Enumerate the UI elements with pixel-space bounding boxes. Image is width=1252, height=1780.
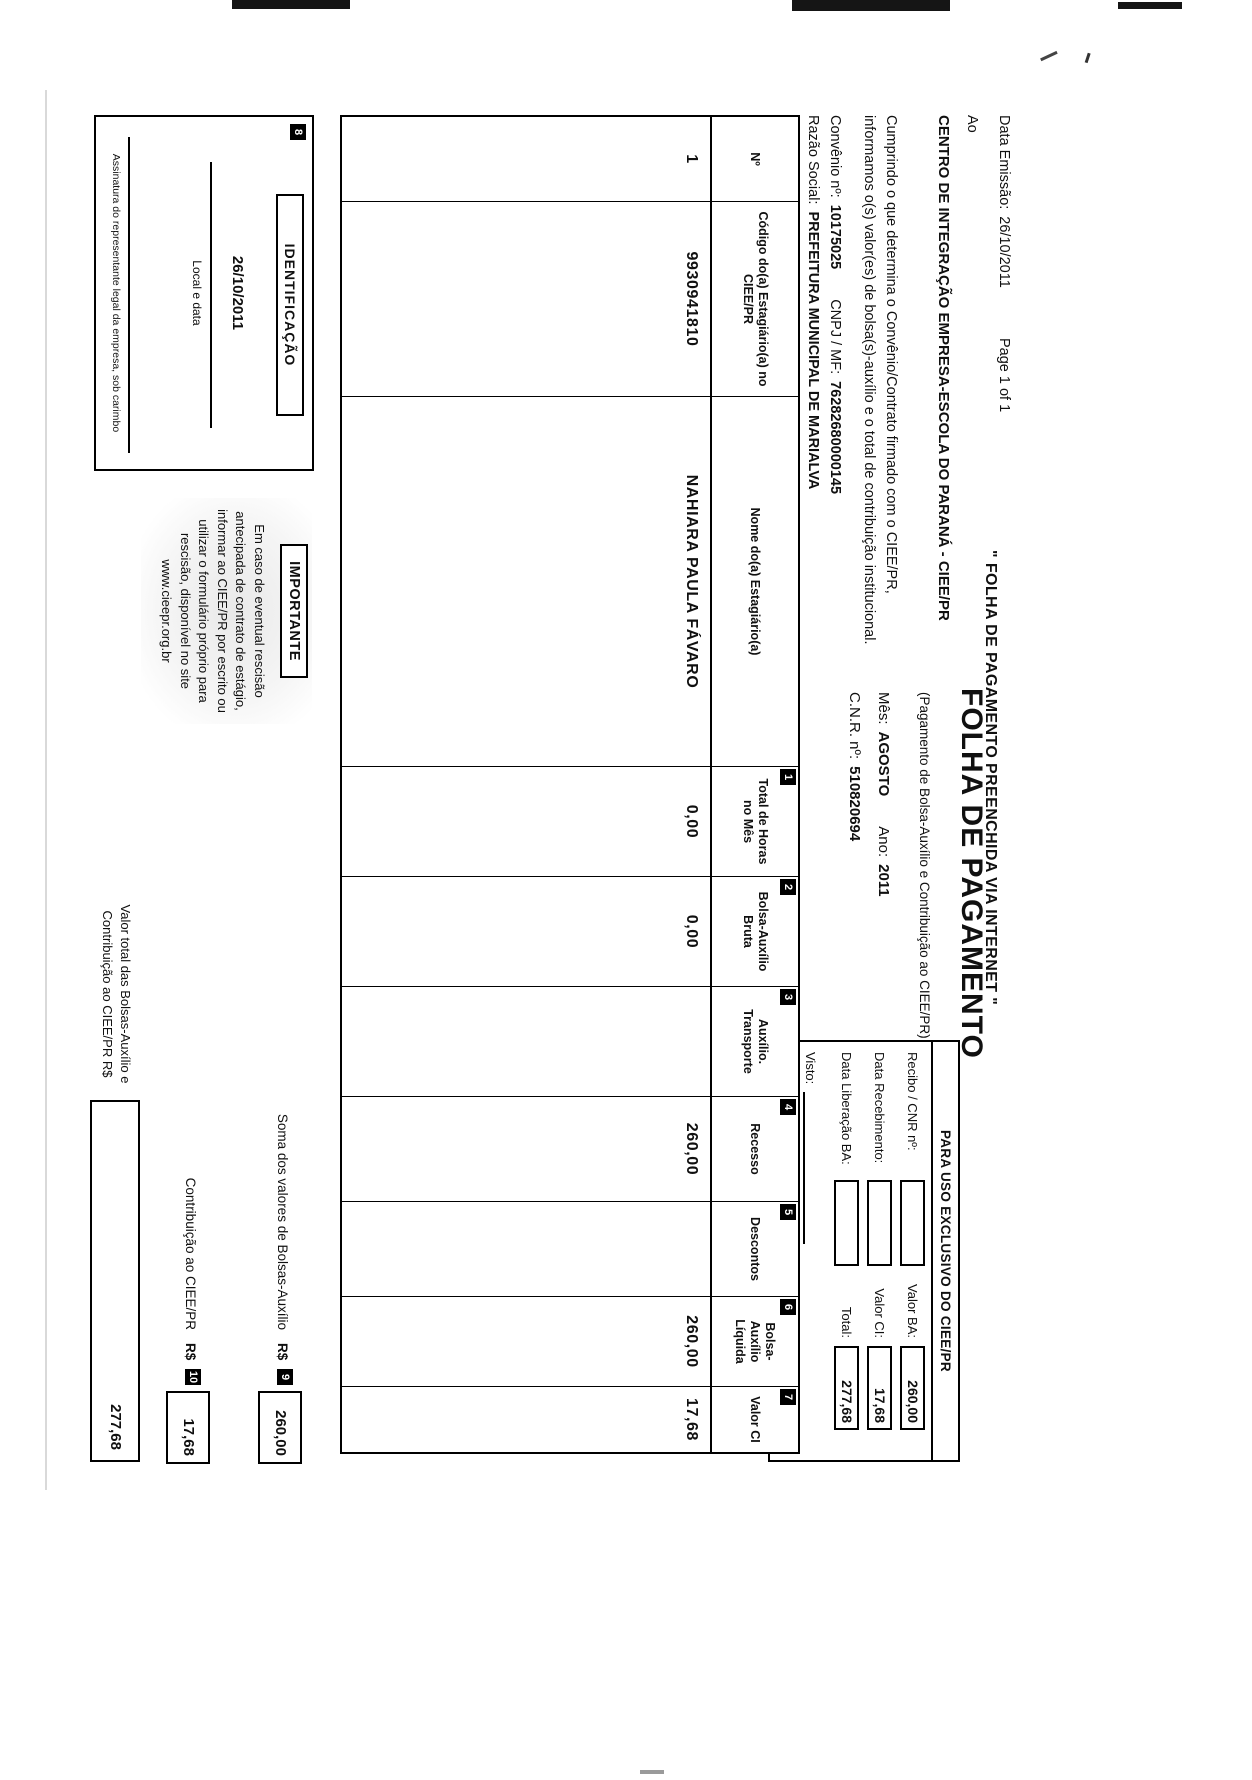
soma-label: Soma dos valores de Bolsas-Auxílio <box>275 1113 290 1330</box>
header-horas-text: Total de Horas no Mês <box>741 778 770 865</box>
identificacao-title: IDENTIFICAÇÃO <box>276 194 304 416</box>
header-codigo <box>712 202 798 397</box>
data-recebimento-field <box>867 1180 892 1266</box>
identificacao-date: 26/10/2011 <box>229 255 246 331</box>
payment-table <box>340 115 800 1454</box>
page-title: FOLHA DE PAGAMENTO <box>955 688 988 1059</box>
cell-nome: NAHIARA PAULA FÁVARO <box>342 397 710 767</box>
header-no <box>712 117 798 202</box>
contribuicao-currency: R$ <box>183 1343 198 1361</box>
cell-valor-ci: 17,68 <box>683 1397 700 1442</box>
valor-total-label <box>98 893 134 1095</box>
ciee-box-title: PARA USO EXCLUSIVO DO CIEE/PR <box>931 1042 958 1460</box>
cell-transporte <box>342 987 710 1097</box>
razao-label: Razão Social: <box>805 115 821 205</box>
cnr-value: 510820694 <box>846 766 863 842</box>
valor-ci-label: Valor CI: <box>872 1288 887 1338</box>
valor-ci-value: 17,68 <box>867 1346 892 1430</box>
ano-label: Ano: <box>875 826 892 858</box>
cell-recesso: 260,00 <box>342 1097 710 1202</box>
intro-line-1: Cumprindo o que determina o Convênio/Contrato firmado com o CIEE/PR, <box>883 115 899 594</box>
header-horas <box>712 767 798 877</box>
header-recesso-text: Recesso <box>748 1123 763 1175</box>
mes-value: AGOSTO <box>875 731 892 797</box>
local-data-line <box>210 162 212 428</box>
scan-artifact <box>640 1770 664 1774</box>
cell-bruta: 0,00 <box>342 877 710 987</box>
importante-title: IMPORTANTE <box>280 544 308 678</box>
column-badge-2: 2 <box>780 879 796 895</box>
header-nome-text: Nome do(a) Estagiário(a) <box>748 507 763 656</box>
page-indicator: Page 1 of 1 <box>996 338 1012 413</box>
identificacao-box <box>94 115 314 471</box>
valor-ba-value: 260,00 <box>900 1346 925 1430</box>
column-badge-3: 3 <box>780 989 796 1005</box>
visto-signature-line <box>803 1092 817 1244</box>
header-nome <box>712 397 798 767</box>
header-valor-ci-text: Valor CI <box>748 1396 763 1443</box>
header-valor-ci <box>712 1387 798 1452</box>
importante-text: Em caso de eventual rescisão antecipada de contrato de estágio, informar ao CIEE/PR por escrito ou utilizar o formulário próprio para rescisão, disponível no site www.cieepr.org.br <box>159 509 267 713</box>
column-badge-4: 4 <box>780 1099 796 1115</box>
intro-line-2: informamos o(s) valor(es) de bolsa(s)-auxílio e o total de contribuição institucional. <box>861 115 877 645</box>
scan-artifact <box>232 0 350 9</box>
data-emissao-label: Data Emissão: <box>996 115 1012 210</box>
data-liberacao-label: Data Liberação BA: <box>839 1052 854 1165</box>
column-badge-5: 5 <box>780 1204 796 1220</box>
visto-row <box>803 1042 818 1460</box>
convenio-value: 10175025 <box>827 204 843 270</box>
cnpj-label: CNPJ / MF: <box>827 299 843 375</box>
internet-title: " FOLHA DE PAGAMENTO PREENCHIDA VIA INTERNET " <box>982 550 999 1006</box>
convenio-label: Convênio nº: <box>827 115 843 198</box>
ciee-box-row-liberacao <box>832 1042 861 1460</box>
cnpj-value: 76282680000145 <box>827 381 843 495</box>
ciee-box-row-recibo <box>898 1042 927 1460</box>
data-emissao-value: 26/10/2011 <box>996 216 1012 288</box>
cell-liquida: 260,00 <box>342 1297 710 1387</box>
company-name: CENTRO DE INTEGRAÇÃO EMPRESA-ESCOLA DO PARANÁ - CIEE/PR <box>935 115 952 621</box>
column-badge-6: 6 <box>780 1299 796 1315</box>
convenio-cnpj-line <box>827 115 843 494</box>
cnr-line <box>846 692 863 841</box>
data-recebimento-label: Data Recebimento: <box>872 1052 887 1164</box>
ao-label: Ao <box>964 115 980 133</box>
header-descontos <box>712 1202 798 1297</box>
recibo-cnr-label: Recibo / CNR nº: <box>905 1052 920 1151</box>
cell-descontos <box>342 1202 710 1297</box>
column-badge-7: 7 <box>780 1389 796 1405</box>
valor-ba-label: Valor BA: <box>905 1284 920 1338</box>
header-bruta <box>712 877 798 987</box>
recibo-cnr-field <box>900 1180 925 1266</box>
header-no-text: Nº <box>748 152 763 166</box>
page-subtitle: (Pagamento de Bolsa-Auxílio e Contribuição ao CIEE/PR) <box>917 692 932 1039</box>
soma-currency: R$ <box>275 1343 290 1361</box>
total-label: Total: <box>839 1306 854 1338</box>
header-codigo-text: Código do(a) Estagiário(a) no CIEE/PR <box>741 211 770 387</box>
header-recesso <box>712 1097 798 1202</box>
visto-label: Visto: <box>803 1052 818 1085</box>
paper-edge-shadow <box>45 90 47 1490</box>
header-descontos-text: Descontos <box>748 1217 763 1281</box>
contribuicao-label: Contribuição ao CIEE/PR <box>183 1177 198 1330</box>
data-emissao-line <box>996 115 1012 288</box>
mes-label: Mês: <box>875 692 892 725</box>
valor-total-label-line1: Valor total das Bolsas-Auxílio e <box>118 904 133 1084</box>
cell-codigo: 9930941810 <box>342 202 710 397</box>
cnr-label: C.N.R. nº: <box>846 692 863 760</box>
cell-horas: 0,00 <box>342 767 710 877</box>
soma-value-box: 260,00 <box>258 1391 302 1464</box>
section-badge-10: 10 <box>187 1370 199 1384</box>
header-liquida <box>712 1297 798 1387</box>
header-transporte <box>712 987 798 1097</box>
mes-ano-line <box>875 692 892 897</box>
cell-no: 1 <box>342 117 710 202</box>
razao-social-line <box>805 115 821 489</box>
valor-total-value-box: 277,68 <box>90 1100 140 1462</box>
local-data-label: Local e data <box>190 260 204 326</box>
signature-caption: Assinatura do representante legal da empresa, sob carimbo <box>110 153 122 433</box>
importante-section <box>141 498 312 724</box>
contribuicao-value-box: 17,68 <box>166 1391 210 1464</box>
valor-total-label-line2: Contribuição ao CIEE/PR R$ <box>100 910 115 1078</box>
scan-artifact <box>792 0 950 11</box>
total-value: 277,68 <box>834 1346 859 1430</box>
ciee-box-row-recebimento <box>865 1042 894 1460</box>
header-transporte-text: Auxílio. Transporte <box>741 1009 770 1074</box>
section-badge-9: 9 <box>277 1369 293 1385</box>
header-bruta-text: Bolsa-Auxílio Bruta <box>741 891 770 972</box>
section-badge-8: 8 <box>290 124 306 140</box>
table-header-row <box>710 117 798 1452</box>
signature-line <box>128 137 130 453</box>
header-liquida-text: Bolsa-Auxílio Líquida <box>733 1319 778 1364</box>
scan-artifact <box>1118 2 1182 9</box>
ano-value: 2011 <box>875 864 892 897</box>
razao-value: PREFEITURA MUNICIPAL DE MARIALVA <box>805 211 821 490</box>
column-badge-1: 1 <box>780 769 796 785</box>
data-liberacao-field <box>834 1180 859 1266</box>
table-data-row <box>342 117 710 1452</box>
